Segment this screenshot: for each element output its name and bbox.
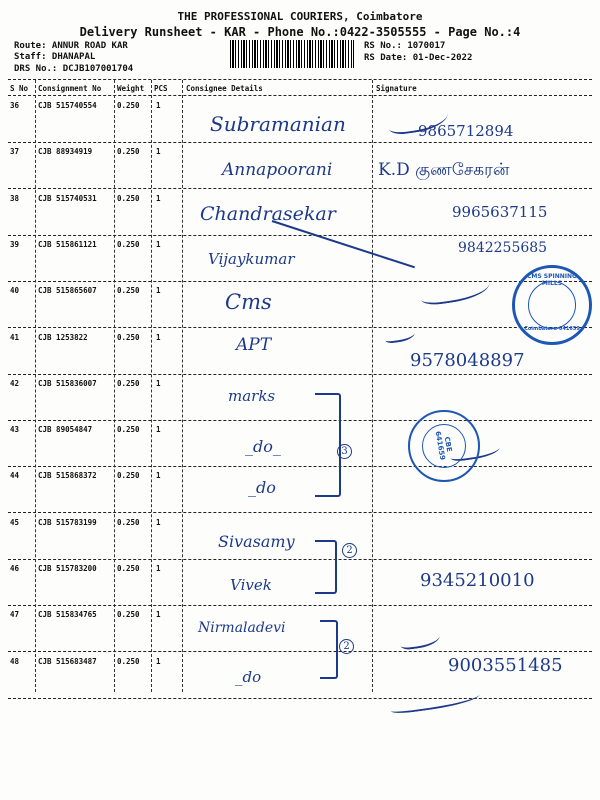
row-weight: 0.250 — [117, 239, 140, 249]
staff-label: Staff: DHANAPAL — [14, 52, 96, 62]
col-pcs: PCS — [154, 84, 168, 93]
row-divider — [8, 327, 592, 328]
row-weight: 0.250 — [117, 610, 140, 620]
row-cons: CJB 515740554 — [38, 101, 97, 110]
row-divider — [8, 420, 592, 421]
row-divider — [8, 512, 592, 513]
consignee-handwritten-name: Vivek — [230, 576, 272, 594]
row-pcs: 1 — [156, 332, 161, 342]
rs-number: RS No.: 1070017 — [364, 41, 446, 51]
row-cons: CJB 515683487 — [38, 656, 97, 666]
row-sno: 47 — [10, 610, 20, 620]
row-sno: 39 — [10, 239, 20, 249]
row-divider — [8, 651, 592, 652]
row-cons: CJB 515783200 — [38, 564, 97, 573]
row-sno: 40 — [10, 286, 20, 296]
consignee-handwritten-name: APT — [236, 335, 272, 355]
route-label: Route: ANNUR ROAD KAR — [14, 41, 128, 51]
col-divider — [114, 80, 115, 692]
row-sno: 38 — [10, 193, 20, 203]
row-sno: 37 — [10, 147, 20, 157]
row-weight: 0.250 — [117, 286, 140, 296]
col-weight: Weight — [117, 84, 145, 93]
consignee-handwritten-name: _do — [248, 478, 276, 497]
col-divider — [35, 80, 36, 692]
row-pcs: 1 — [156, 239, 161, 249]
row-weight: 0.250 — [117, 147, 140, 157]
drs-label: DRS No.: DCJB107001704 — [14, 64, 134, 74]
row-divider — [8, 559, 592, 560]
group-mark: 2 — [342, 543, 357, 558]
col-divider — [151, 80, 152, 692]
row-divider — [8, 466, 592, 467]
row-weight: 0.250 — [117, 332, 140, 342]
row-weight: 0.250 — [117, 101, 140, 110]
group-bracket — [315, 540, 337, 594]
cms-stamp — [512, 265, 592, 345]
consignee-handwritten-name: Cms — [225, 290, 272, 314]
header-bottom-rule — [8, 95, 592, 96]
row-sno: 42 — [10, 378, 20, 388]
row-cons: CJB 1253822 — [38, 332, 88, 342]
row-cons: CJB 515865607 — [38, 286, 97, 296]
group-bracket — [320, 620, 338, 679]
signature-text: K.D குணசேகரன் — [378, 160, 510, 180]
row-sno: 48 — [10, 656, 20, 666]
row-weight: 0.250 — [117, 517, 140, 527]
row-divider — [8, 698, 592, 699]
row-pcs: 1 — [156, 517, 161, 527]
row-sno: 43 — [10, 425, 20, 435]
group-bracket — [315, 393, 341, 497]
row-pcs: 1 — [156, 564, 161, 573]
consignee-handwritten-name: Nirmaladevi — [198, 620, 286, 636]
signature-text: 9865712894 — [418, 122, 514, 140]
consignee-handwritten-name: Sivasamy — [218, 532, 295, 551]
group-mark: 3 — [337, 444, 352, 459]
row-sno: 46 — [10, 564, 20, 573]
row-pcs: 1 — [156, 101, 161, 110]
row-divider — [8, 235, 592, 236]
signature-scrawl — [389, 689, 480, 715]
row-pcs: 1 — [156, 656, 161, 666]
col-signature: Signature — [376, 84, 417, 93]
consignee-handwritten-name: Chandrasekar — [200, 203, 336, 225]
signature-scrawl — [384, 328, 415, 344]
barcode — [230, 40, 354, 68]
row-cons: CJB 515861121 — [38, 239, 97, 249]
row-cons: CJB 88934919 — [38, 147, 93, 157]
cms-stamp-text: CMS SPINNING MILLS — [527, 273, 577, 287]
row-sno: 45 — [10, 517, 20, 527]
signature-text: 9842255685 — [458, 240, 548, 256]
consignee-handwritten-name: Subramanian — [210, 112, 346, 136]
row-weight: 0.250 — [117, 378, 140, 388]
row-sno: 36 — [10, 101, 20, 110]
col-details: Consignee Details — [186, 84, 263, 93]
header-title: THE PROFESSIONAL COURIERS, Coimbatore — [177, 10, 423, 23]
row-weight: 0.250 — [117, 193, 140, 203]
row-weight: 0.250 — [117, 656, 140, 666]
cms-stamp-ring — [528, 281, 576, 329]
consignee-handwritten-name: Annapoorani — [222, 160, 333, 180]
row-cons: CJB 515836007 — [38, 378, 97, 388]
signature-text: 9965637115 — [452, 203, 548, 221]
row-pcs: 1 — [156, 378, 161, 388]
row-divider — [8, 281, 592, 282]
row-pcs: 1 — [156, 286, 161, 296]
row-cons: CJB 515740531 — [38, 193, 97, 203]
row-pcs: 1 — [156, 193, 161, 203]
row-pcs: 1 — [156, 610, 161, 620]
row-pcs: 1 — [156, 471, 161, 481]
col-divider — [372, 80, 373, 692]
row-cons: CJB 515834765 — [38, 610, 97, 620]
signature-text: 9345210010 — [420, 570, 535, 591]
signature-text: 9003551485 — [448, 655, 563, 676]
header-subtitle: Delivery Runsheet - KAR - Phone No.:0422-3505555 - Page No.:4 — [79, 25, 521, 39]
row-weight: 0.250 — [117, 425, 140, 435]
signature-scrawl — [399, 629, 441, 650]
cms-stamp-subtext: Coimbatore-641659 — [524, 326, 580, 332]
row-divider — [8, 188, 592, 189]
delivery-stamp-text: CBE 641659 — [433, 430, 454, 461]
group-mark: 2 — [339, 639, 354, 654]
row-sno: 41 — [10, 332, 20, 342]
consignee-handwritten-name: _do — [235, 668, 262, 686]
row-cons: CJB 89054847 — [38, 425, 93, 435]
header-top-rule — [8, 79, 592, 80]
row-weight: 0.250 — [117, 564, 140, 573]
row-pcs: 1 — [156, 147, 161, 157]
signature-text: 9578048897 — [410, 350, 525, 371]
rs-date: RS Date: 01-Dec-2022 — [364, 53, 473, 63]
row-cons: CJB 515868372 — [38, 471, 97, 481]
consignee-handwritten-name: Vijaykumar — [208, 250, 295, 268]
row-divider — [8, 374, 592, 375]
consignee-handwritten-name: marks — [228, 387, 276, 405]
row-divider — [8, 142, 592, 143]
row-sno: 44 — [10, 471, 20, 481]
consignee-handwritten-name: _do_ — [245, 437, 281, 456]
row-divider — [8, 605, 592, 606]
signature-scrawl — [419, 273, 492, 307]
col-divider — [182, 80, 183, 692]
delivery-stamp — [408, 410, 480, 482]
row-cons: CJB 515783199 — [38, 517, 97, 527]
row-pcs: 1 — [156, 425, 161, 435]
row-weight: 0.250 — [117, 471, 140, 481]
col-sno: S No — [10, 84, 29, 93]
col-consignment: Consignment No — [38, 84, 102, 93]
